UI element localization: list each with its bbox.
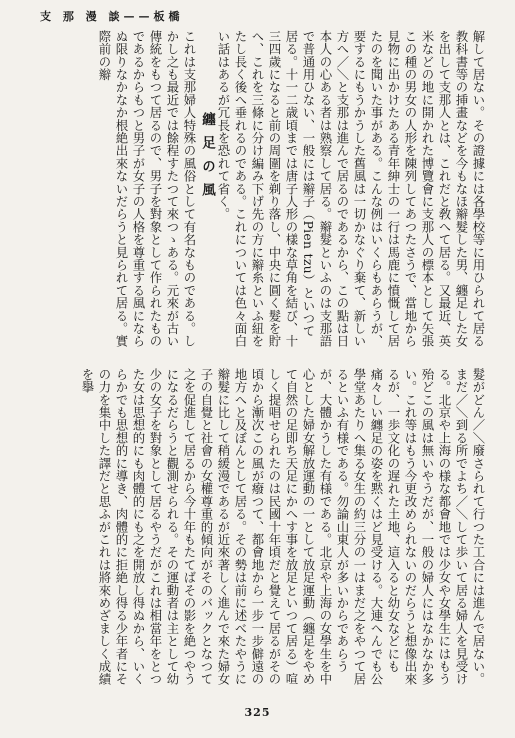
- upper-text-block: [32, 30, 487, 350]
- paragraph-footbinding: これは支那婦人特殊の風俗として有名なものである。しかし之も最近では餘程すたつて來つゝある。元來が古い傳統をもつて居るので、男子を對象として作られたものであるからもつと男子が女子の人格を尊重する風にならぬ限りなかなか根絶出來ないだらうと見られて居る。實際前の辮: [97, 30, 197, 348]
- lower-text-block: [32, 368, 487, 698]
- page-number: 325: [244, 706, 271, 719]
- running-head: 支 那 漫 談——板橋: [40, 10, 184, 23]
- section-title: 纏足の風: [199, 112, 215, 206]
- paragraph-footbinding-continued: 髮がどん／＼廢さられて行つた工合には進んで居ない。まだ／＼到る所でよち／＼して歩いて居る婦人を見受ける。北京や上海の様な都會地では少女や女學生にはもう殆どこの風は無いやうだが、一般の婦人にはなかなか多い。これ等はもう今更改められないのだらうと想像出來るが、一歩文化の遅れた土地、這入ると幼女などにも痛々しい纏足の姿を黙くはど見受ける。大連へんでも公學堂あたりへ集る女生の約三分の一はまだ之をやつて居るといふ有様である。勿論山東人が多いからであらうが、大體かうした有様である。北京や上海の女學生を中心とした婦女解放運動の一として放足運動（纏足をやめて自然の足即ち天足にかへす事を放足といつて居る）喧しく提唱せられたのは民國十年頃だと覺えて居るがその頃から漸次この風が癈つて、都會地から一步一步僻遠の地方へと及ぼんとして居る。その勢は前に述べたやうに辮髮に比して稍緩漫であるが近來著しく進んで來た婦女子の自覺と社會の女權尊重的傾向がそのバックとなつて之を促進して居るから今十年もたてばその影を絶つやうになるだらうと觀測せられる。その運動者は主として幼少の女子を對象として居るやうだがこれは相當年をとつた女は思想的にも肉體的にも之を開放し得ぬから、いくらかでも思想的に導き、肉體的に拒絶し得る少年者にその力を集中した譯だと思ふがこれは將來めざましく成績を擧: [80, 368, 486, 686]
- paragraph-queue: 解して居ない。その證據には各學校等に用ひられて居る教科書等の挿畫などを今もなほ辮髮した男、纏足した女を出して支那人とは、これだと敎へて居る。又最近、英米などの地に開かれた博覽會に支那人の標本として矢張この種の男女の人形を陳列してあつたさうで、當地から見物に出かけたある青年紳士の一行は馬鹿に憤慨して居たのを聞いた事がある。こんな例はいくらもあらうが、要するにもうかうした舊風は一切かなぐり棄て、新しい方へ／＼と支那は進んで居るのであるから、この點は日本人の心ある者は熟察して居る。辮髮といふのは支那語で普通用ひない、一般には辮子（Pien tzu）といつて居る。十一二歳頃までは唐子人形の樣な草角を結び、十三四歲になると前の周圍を剃り落し、中央に圓く髮を貯へ、これを三條に分け編み下げ先の方に辮糸といふ紐をたし長く後へ垂れるのである。これについては色々面白い話はあるが冗長を恐れて省く。: [216, 30, 486, 348]
